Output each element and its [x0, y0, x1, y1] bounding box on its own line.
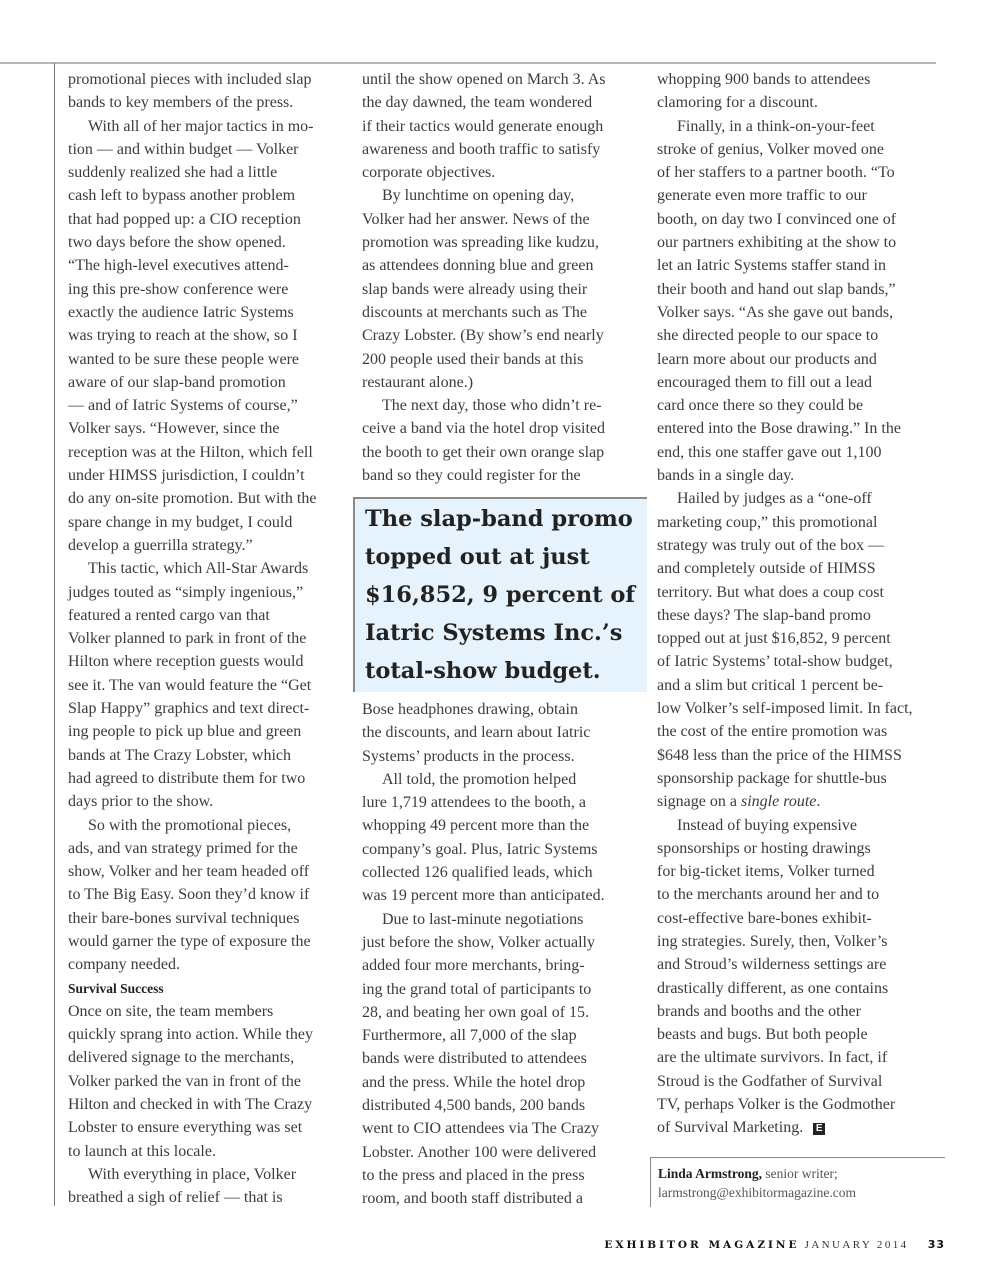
text-line-content: quickly sprang into action. While they	[68, 1026, 313, 1044]
text-line-content: 28, and beating her own goal of 15.	[362, 1003, 590, 1021]
text-line-content: signage on a	[657, 793, 741, 811]
text-line-content: these days? The slap-band promo	[657, 606, 871, 624]
text-line	[362, 208, 644, 231]
text-line-content: bands at The Crazy Lobster, which	[68, 746, 291, 764]
text-line-content: This tactic, which All-Star Awards	[88, 560, 309, 578]
text-line	[657, 534, 939, 557]
text-line	[362, 254, 644, 277]
text-line-content: Hailed by judges as a “one-off	[677, 490, 872, 508]
text-line-content: the discounts, and learn about Iatric	[362, 724, 591, 742]
text-line	[68, 115, 350, 138]
text-line	[68, 254, 350, 277]
text-line-content: Volker says. “However, since the	[68, 420, 280, 438]
text-line-content: that had popped up: a CIO reception	[68, 210, 301, 228]
text-line	[362, 1164, 644, 1187]
text-line	[68, 138, 350, 161]
text-line	[362, 464, 644, 487]
text-line-content: The next day, those who didn’t re-	[382, 397, 602, 415]
text-line-content: if their tactics would generate enough	[362, 117, 604, 135]
text-line-content: awareness and booth traffic to satisfy	[362, 140, 601, 158]
text-line	[362, 1071, 644, 1094]
text-line	[68, 1093, 350, 1116]
text-line-content: under HIMSS jurisdiction, I couldn’t	[68, 467, 305, 485]
top-rule	[0, 62, 936, 64]
text-line-content: let an Iatric Systems staffer stand in	[657, 257, 886, 275]
text-line-content: and Stroud’s wilderness settings are	[657, 956, 887, 974]
text-line-content: exactly the audience Iatric Systems	[68, 303, 294, 321]
text-line	[68, 1116, 350, 1139]
text-line	[68, 1163, 350, 1186]
text-line	[657, 1023, 939, 1046]
text-line	[657, 1000, 939, 1023]
text-line	[68, 1023, 350, 1046]
text-line-content: $648 less than the price of the HIMSS	[657, 746, 902, 764]
article-column-3	[657, 68, 939, 1140]
text-line	[68, 953, 350, 976]
text-line-content: beasts and bugs. But both people	[657, 1026, 868, 1044]
text-line	[68, 1070, 350, 1093]
text-line-content: breathed a sigh of relief — that is	[68, 1189, 283, 1207]
text-line	[657, 138, 939, 161]
text-line	[657, 184, 939, 207]
text-line	[657, 464, 939, 487]
text-line	[68, 464, 350, 487]
text-line	[657, 744, 939, 767]
text-line	[68, 487, 350, 510]
text-line	[657, 650, 939, 673]
text-line-content: just before the show, Volker actually	[362, 933, 595, 951]
text-line	[657, 1093, 939, 1116]
text-line	[68, 744, 350, 767]
text-line-content: she directed people to our space to	[657, 327, 879, 345]
text-line-content: brands and booths and the other	[657, 1002, 861, 1020]
text-line	[657, 907, 939, 930]
text-line-content: With everything in place, Volker	[88, 1165, 297, 1183]
text-line	[68, 278, 350, 301]
article-column-2-bottom	[362, 698, 644, 1211]
text-line-content: topped out at just $16,852, 9 percent	[657, 630, 891, 648]
text-line-content: Volker parked the van in front of the	[68, 1072, 301, 1090]
text-line-content: sponsorship package for shuttle-bus	[657, 769, 887, 787]
text-line-content: ads, and van strategy primed for the	[68, 839, 298, 857]
text-line-content: tion — and within budget — Volker	[68, 140, 299, 158]
text-line	[362, 1117, 644, 1140]
text-line	[657, 581, 939, 604]
text-line	[657, 767, 939, 790]
text-line-content: So with the promotional pieces,	[88, 816, 292, 834]
text-line	[362, 791, 644, 814]
text-line-content: days prior to the show.	[68, 793, 214, 811]
text-line	[68, 650, 350, 673]
text-line-content: for big-ticket items, Volker turned	[657, 863, 875, 881]
text-line-content: ing the grand total of participants to	[362, 980, 592, 998]
text-line	[68, 371, 350, 394]
text-line	[68, 837, 350, 860]
text-line-content: lure 1,719 attendees to the booth, a	[362, 794, 586, 812]
text-line-content: had agreed to distribute them for two	[68, 769, 306, 787]
text-line	[657, 883, 939, 906]
text-line	[68, 301, 350, 324]
text-line	[68, 790, 350, 813]
text-line	[657, 278, 939, 301]
text-line	[657, 1116, 939, 1139]
pull-quote-line: The slap-band promo	[365, 506, 633, 532]
text-line-content: Crazy Lobster. (By show’s end nearly	[362, 327, 604, 345]
text-line	[68, 697, 350, 720]
text-line-content: By lunchtime on opening day,	[382, 187, 575, 205]
text-line-content: went to CIO attendees via The Crazy	[362, 1120, 599, 1138]
text-line	[362, 954, 644, 977]
text-line	[68, 534, 350, 557]
text-line	[68, 581, 350, 604]
text-line-content: drastically different, as one contains	[657, 979, 889, 997]
text-line	[68, 1000, 350, 1023]
text-line-content: collected 126 qualified leads, which	[362, 864, 593, 882]
text-line	[657, 371, 939, 394]
text-line	[362, 1187, 644, 1210]
text-line-content: reception was at the Hilton, which fell	[68, 443, 313, 461]
article-column-2-top	[362, 68, 644, 487]
article-column-1	[68, 68, 350, 1210]
text-line	[68, 604, 350, 627]
text-line	[362, 184, 644, 207]
text-line-content: territory. But what does a coup cost	[657, 583, 884, 601]
text-line	[657, 487, 939, 510]
text-line-content: TV, perhaps Volker is the Godmother	[657, 1096, 896, 1114]
text-line-content: of Survival Marketing.	[657, 1119, 804, 1137]
text-line	[657, 231, 939, 254]
text-line	[657, 324, 939, 347]
text-line-content: and the press. While the hotel drop	[362, 1073, 586, 1091]
text-line	[68, 883, 350, 906]
author-email[interactable]: larmstrong@exhibitormagazine.com	[658, 1184, 856, 1200]
left-rule	[54, 63, 55, 1206]
text-line-content: ing strategies. Surely, then, Volker’s	[657, 932, 888, 950]
text-line	[68, 1046, 350, 1069]
text-line-content: clamoring for a discount.	[657, 94, 818, 112]
text-line	[68, 231, 350, 254]
text-line-content: cash left to bypass another problem	[68, 187, 296, 205]
text-line	[657, 91, 939, 114]
text-line-content: our partners exhibiting at the show to	[657, 234, 897, 252]
text-line	[657, 394, 939, 417]
text-line	[657, 837, 939, 860]
text-line	[657, 161, 939, 184]
text-line	[362, 931, 644, 954]
author-byline	[650, 1157, 945, 1207]
text-line-content: Hilton where reception guests would	[68, 653, 304, 671]
text-line	[657, 1046, 939, 1069]
text-line-content: Once on site, the team members	[68, 1002, 274, 1020]
text-line	[657, 301, 939, 324]
text-line	[657, 697, 939, 720]
issue-date: JANUARY 2014	[804, 1239, 909, 1251]
text-line	[362, 721, 644, 744]
text-line	[68, 324, 350, 347]
text-line-content: Systems’ products in the process.	[362, 747, 575, 765]
text-line-content: strategy was truly out of the box —	[657, 536, 885, 554]
text-line-content: Volker had her answer. News of the	[362, 210, 590, 228]
text-line-content: restaurant alone.)	[362, 373, 474, 391]
text-line-content: Survival Success	[68, 980, 164, 996]
text-line-content: discounts at merchants such as The	[362, 303, 587, 321]
text-line	[657, 814, 939, 837]
text-line-content: of her staffers to a partner booth. “To	[657, 164, 895, 182]
text-line-tail: .	[816, 793, 821, 811]
text-line	[68, 184, 350, 207]
text-line-content: see it. The van would feature the “Get	[68, 676, 312, 694]
text-line-content: their booth and hand out slap bands,”	[657, 280, 896, 298]
text-line-content: ceive a band via the hotel drop visited	[362, 420, 606, 438]
text-line-content: bands in a single day.	[657, 467, 795, 485]
text-line-content: corporate objectives.	[362, 164, 496, 182]
text-line	[68, 394, 350, 417]
text-line	[657, 208, 939, 231]
text-line-content: Hilton and checked in with The Crazy	[68, 1096, 313, 1114]
text-line-content: Volker planned to park in front of the	[68, 630, 307, 648]
text-line	[362, 814, 644, 837]
text-line	[68, 627, 350, 650]
text-line	[68, 68, 350, 91]
text-line-content: “The high-level executives attend-	[68, 257, 289, 275]
text-line	[362, 324, 644, 347]
text-line	[68, 511, 350, 534]
text-line	[657, 860, 939, 883]
text-line	[68, 208, 350, 231]
pull-quote	[353, 497, 647, 692]
text-line	[362, 861, 644, 884]
text-line	[362, 301, 644, 324]
text-line	[68, 860, 350, 883]
text-line	[657, 417, 939, 440]
end-mark-icon: E	[813, 1123, 825, 1135]
text-line-content: two days before the show opened.	[68, 234, 286, 252]
page-number: 33	[927, 1238, 945, 1251]
text-line-content: entered into the Bose drawing.” In the	[657, 420, 901, 438]
text-line	[657, 557, 939, 580]
text-line-content: whopping 49 percent more than the	[362, 817, 590, 835]
text-line-content: was 19 percent more than anticipated.	[362, 887, 605, 905]
text-line-content: card once there so they could be	[657, 397, 864, 415]
text-line-content: suddenly realized she had a little	[68, 164, 278, 182]
text-line-content: aware of our slap-band promotion	[68, 373, 286, 391]
italic-text: single route	[740, 793, 817, 811]
text-line-content: are the ultimate survivors. In fact, if	[657, 1049, 888, 1067]
text-line-content: stroke of genius, Volker moved one	[657, 140, 884, 158]
text-line	[68, 907, 350, 930]
text-line-content: cost-effective bare-bones exhibit-	[657, 909, 872, 927]
text-line-content: added four more merchants, bring-	[362, 957, 585, 975]
magazine-name: EXHIBITOR MAGAZINE	[604, 1239, 800, 1251]
text-line-content: generate even more traffic to our	[657, 187, 867, 205]
text-line-content: develop a guerrilla strategy.”	[68, 536, 253, 554]
text-line-content: featured a rented cargo van that	[68, 606, 270, 624]
text-line-content: to the press and placed in the press	[362, 1166, 585, 1184]
text-line	[362, 91, 644, 114]
text-line-content: to launch at this locale.	[68, 1142, 216, 1160]
text-line	[362, 698, 644, 721]
text-line	[362, 278, 644, 301]
text-line-content: bands to key members of the press.	[68, 94, 294, 112]
text-line-content: slap bands were already using their	[362, 280, 588, 298]
text-line	[362, 138, 644, 161]
text-line	[362, 161, 644, 184]
text-line-content: band so they could register for the	[362, 467, 581, 485]
text-line-content: wanted to be sure these people were	[68, 350, 300, 368]
text-line-content: the day dawned, the team wondered	[362, 94, 593, 112]
text-line-content: encouraged them to fill out a lead	[657, 373, 873, 391]
text-line-content: room, and booth staff distributed a	[362, 1190, 583, 1208]
text-line-content: and completely outside of HIMSS	[657, 560, 876, 578]
text-line-content: ing this pre-show conference were	[68, 280, 289, 298]
text-line-content: Furthermore, all 7,000 of the slap	[362, 1027, 577, 1045]
text-line-content: — and of Iatric Systems of course,”	[68, 397, 298, 415]
text-line-content: of Iatric Systems’ total-show budget,	[657, 653, 893, 671]
text-line	[68, 1140, 350, 1163]
text-line	[657, 511, 939, 534]
text-line	[68, 814, 350, 837]
text-line	[362, 115, 644, 138]
text-line	[657, 68, 939, 91]
text-line-content: Volker says. “As she gave out bands,	[657, 303, 894, 321]
text-line-content: as attendees donning blue and green	[362, 257, 594, 275]
text-line-content: judges touted as “simply ingenious,”	[68, 583, 304, 601]
text-line	[68, 417, 350, 440]
text-line-content: learn more about our products and	[657, 350, 877, 368]
text-line-content: sponsorships or hosting drawings	[657, 839, 871, 857]
text-line-content: company’s goal. Plus, Iatric Systems	[362, 840, 598, 858]
text-line-content: 200 people used their bands at this	[362, 350, 584, 368]
text-line	[362, 1141, 644, 1164]
text-line	[68, 674, 350, 697]
text-line	[68, 1186, 350, 1209]
text-line	[68, 767, 350, 790]
text-line-content: delivered signage to the merchants,	[68, 1049, 295, 1067]
text-line-content: All told, the promotion helped	[382, 770, 577, 788]
text-line-content: the cost of the entire promotion was	[657, 723, 888, 741]
text-line-content: promotional pieces with included slap	[68, 71, 312, 88]
text-line	[657, 930, 939, 953]
pull-quote-line: Iatric Systems Inc.’s	[365, 620, 623, 646]
text-line	[68, 441, 350, 464]
text-line	[657, 720, 939, 743]
text-line-content: bands were distributed to attendees	[362, 1050, 587, 1068]
text-line-content: would garner the type of exposure the	[68, 932, 311, 950]
text-line-content: booth, on day two I convinced one of	[657, 210, 897, 228]
text-line	[362, 884, 644, 907]
text-line-content: spare change in my budget, I could	[68, 513, 293, 531]
text-line-content: promotion was spreading like kudzu,	[362, 234, 599, 252]
text-line-content: ing people to pick up blue and green	[68, 723, 302, 741]
text-line	[68, 91, 350, 114]
text-line	[362, 441, 644, 464]
text-line	[362, 1094, 644, 1117]
text-line-content: show, Volker and her team headed off	[68, 863, 310, 881]
text-line	[68, 161, 350, 184]
text-line	[362, 231, 644, 254]
text-line	[68, 348, 350, 371]
text-line-content: Lobster. Another 100 were delivered	[362, 1143, 597, 1161]
author-role: senior writer;	[765, 1166, 838, 1181]
text-line-content: Stroud is the Godfather of Survival	[657, 1072, 883, 1090]
text-line-content: to the merchants around her and to	[657, 886, 880, 904]
text-line	[362, 394, 644, 417]
text-line	[657, 254, 939, 277]
text-line-content: the booth to get their own orange slap	[362, 443, 605, 461]
text-line-content: company needed.	[68, 956, 180, 974]
text-line	[657, 627, 939, 650]
text-line-content: Due to last-minute negotiations	[382, 910, 584, 928]
text-line	[362, 1001, 644, 1024]
page-footer	[604, 1238, 945, 1251]
text-line	[362, 348, 644, 371]
text-line	[68, 720, 350, 743]
text-line	[657, 674, 939, 697]
text-line-content: distributed 4,500 bands, 200 bands	[362, 1097, 586, 1115]
text-line-content: and a slim but critical 1 percent be-	[657, 676, 884, 694]
text-line	[362, 768, 644, 791]
text-line-content: marketing coup,” this promotional	[657, 513, 878, 531]
section-heading	[68, 977, 350, 1000]
text-line-content: to The Big Easy. Soon they’d know if	[68, 886, 310, 904]
author-name: Linda Armstrong,	[658, 1166, 763, 1181]
text-line-content: With all of her major tactics in mo-	[88, 117, 314, 135]
pull-quote-line: topped out at just	[365, 544, 590, 570]
text-line-content: was trying to reach at the show, so I	[68, 327, 298, 345]
text-line	[362, 978, 644, 1001]
text-line-content: their bare-bones survival techniques	[68, 909, 300, 927]
text-line	[362, 745, 644, 768]
pull-quote-line: total-show budget.	[365, 658, 601, 684]
text-line	[657, 977, 939, 1000]
text-line	[657, 115, 939, 138]
text-line	[362, 1024, 644, 1047]
pull-quote-line: $16,852, 9 percent of	[365, 582, 636, 608]
text-line-content: low Volker’s self-imposed limit. In fact,	[657, 700, 913, 718]
text-line-content: whopping 900 bands to attendees	[657, 71, 871, 88]
text-line	[657, 348, 939, 371]
text-line	[657, 953, 939, 976]
text-line	[362, 371, 644, 394]
text-line	[362, 908, 644, 931]
text-line-content: Finally, in a think-on-your-feet	[677, 117, 875, 135]
text-line	[362, 417, 644, 440]
text-line	[657, 1070, 939, 1093]
text-line	[657, 441, 939, 464]
text-line	[362, 838, 644, 861]
text-line	[362, 1047, 644, 1070]
text-line-content: end, this one staffer gave out 1,100	[657, 443, 882, 461]
text-line	[657, 604, 939, 627]
text-line-content: Lobster to ensure everything was set	[68, 1119, 303, 1137]
text-line-content: until the show opened on March 3. As	[362, 71, 606, 88]
text-line	[657, 790, 939, 813]
text-line-content: Bose headphones drawing, obtain	[362, 701, 578, 718]
text-line-content: Instead of buying expensive	[677, 816, 857, 834]
text-line-content: do any on-site promotion. But with the	[68, 490, 317, 508]
text-line	[362, 68, 644, 91]
text-line	[68, 930, 350, 953]
text-line-content: Slap Happy” graphics and text direct-	[68, 700, 310, 718]
text-line	[68, 557, 350, 580]
